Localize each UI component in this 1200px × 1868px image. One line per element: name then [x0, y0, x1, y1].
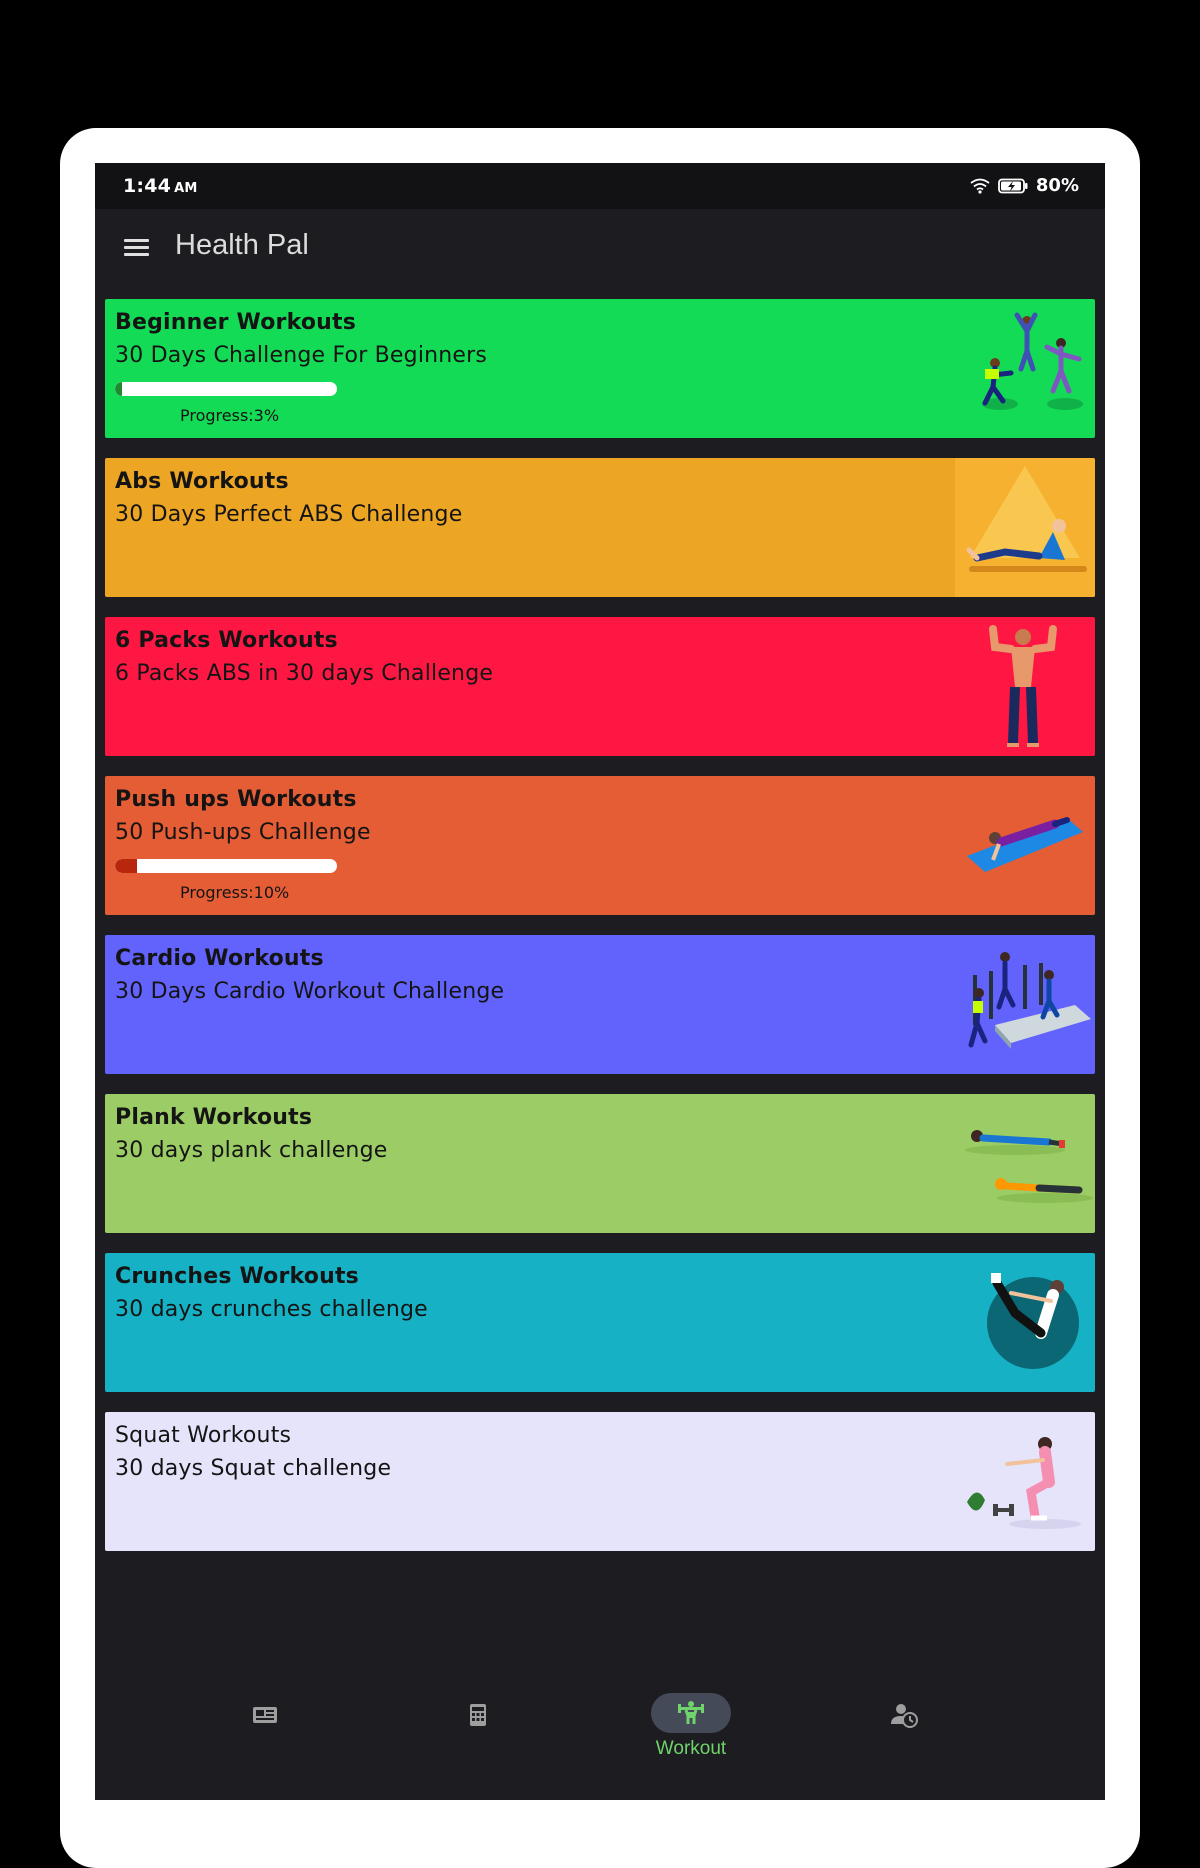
card-subtitle: 30 days Squat challenge: [115, 1456, 392, 1481]
news-icon: [250, 1700, 280, 1730]
status-icons: [970, 175, 1079, 196]
app-title: Health Pal: [175, 229, 309, 261]
battery-charging-icon: [998, 178, 1028, 194]
workout-card-squat[interactable]: [105, 1412, 1095, 1551]
status-time: [123, 175, 197, 197]
workout-card-plank[interactable]: [105, 1094, 1095, 1233]
card-title: Beginner Workouts: [115, 310, 357, 335]
card-title: Squat Workouts: [115, 1423, 292, 1448]
workout-card-crunches[interactable]: [105, 1253, 1095, 1392]
plank-illustration: [955, 1094, 1095, 1233]
card-title: Abs Workouts: [115, 469, 289, 494]
card-title: Crunches Workouts: [115, 1264, 359, 1289]
squat-illustration: [955, 1412, 1095, 1551]
card-title: Push ups Workouts: [115, 787, 357, 812]
hamburger-icon-line: [124, 253, 149, 256]
card-title: Cardio Workouts: [115, 946, 324, 971]
time-value: 1:44: [123, 175, 172, 197]
nav-item-workout[interactable]: [631, 1680, 751, 1800]
progress-label: Progress:10%: [180, 883, 290, 902]
card-subtitle: 30 Days Challenge For Beginners: [115, 343, 488, 368]
wifi-icon: [970, 178, 990, 194]
card-subtitle: 50 Push-ups Challenge: [115, 820, 371, 845]
hamburger-icon: [124, 239, 149, 242]
workout-card-beginner[interactable]: [105, 299, 1095, 438]
status-bar: [95, 163, 1105, 209]
progress-bar: [115, 382, 337, 396]
progress-fill: [115, 382, 122, 396]
situp-illustration: [955, 458, 1095, 597]
nav-item-news[interactable]: [205, 1680, 325, 1800]
nav-item-profile-history[interactable]: [844, 1680, 964, 1800]
workout-card-pushups[interactable]: [105, 776, 1095, 915]
time-ampm: AM: [174, 181, 198, 196]
treadmill-illustration: [955, 935, 1095, 1074]
workout-card-cardio[interactable]: [105, 935, 1095, 1074]
progress-bar: [115, 859, 337, 873]
bottom-navigation: [95, 1680, 1105, 1800]
calculator-icon: [463, 1700, 493, 1730]
app-screen: [95, 163, 1105, 1800]
card-subtitle: 6 Packs ABS in 30 days Challenge: [115, 661, 494, 686]
nav-item-calculator[interactable]: [418, 1680, 538, 1800]
hamburger-icon-line: [124, 246, 149, 249]
card-subtitle: 30 days crunches challenge: [115, 1297, 428, 1322]
progress-label: Progress:3%: [180, 406, 280, 425]
battery-percent: 80%: [1035, 175, 1079, 196]
user-history-icon: [889, 1700, 919, 1730]
pushup-illustration: [955, 776, 1095, 915]
card-title: 6 Packs Workouts: [115, 628, 338, 653]
app-bar: [95, 209, 1105, 289]
muscleman-illustration: [955, 617, 1095, 756]
card-subtitle: 30 days plank challenge: [115, 1138, 388, 1163]
card-subtitle: 30 Days Cardio Workout Challenge: [115, 979, 505, 1004]
workout-card-six-packs[interactable]: [105, 617, 1095, 756]
card-subtitle: 30 Days Perfect ABS Challenge: [115, 502, 463, 527]
progress-fill: [115, 859, 137, 873]
workout-card-abs[interactable]: [105, 458, 1095, 597]
workout-list: [105, 299, 1095, 1571]
menu-button[interactable]: [123, 235, 151, 263]
nav-label-workout: Workout: [655, 1738, 727, 1759]
group-exercise-illustration: [955, 299, 1095, 438]
dumbbell-icon: [676, 1698, 706, 1728]
card-title: Plank Workouts: [115, 1105, 313, 1130]
crunches-illustration: [955, 1253, 1095, 1392]
